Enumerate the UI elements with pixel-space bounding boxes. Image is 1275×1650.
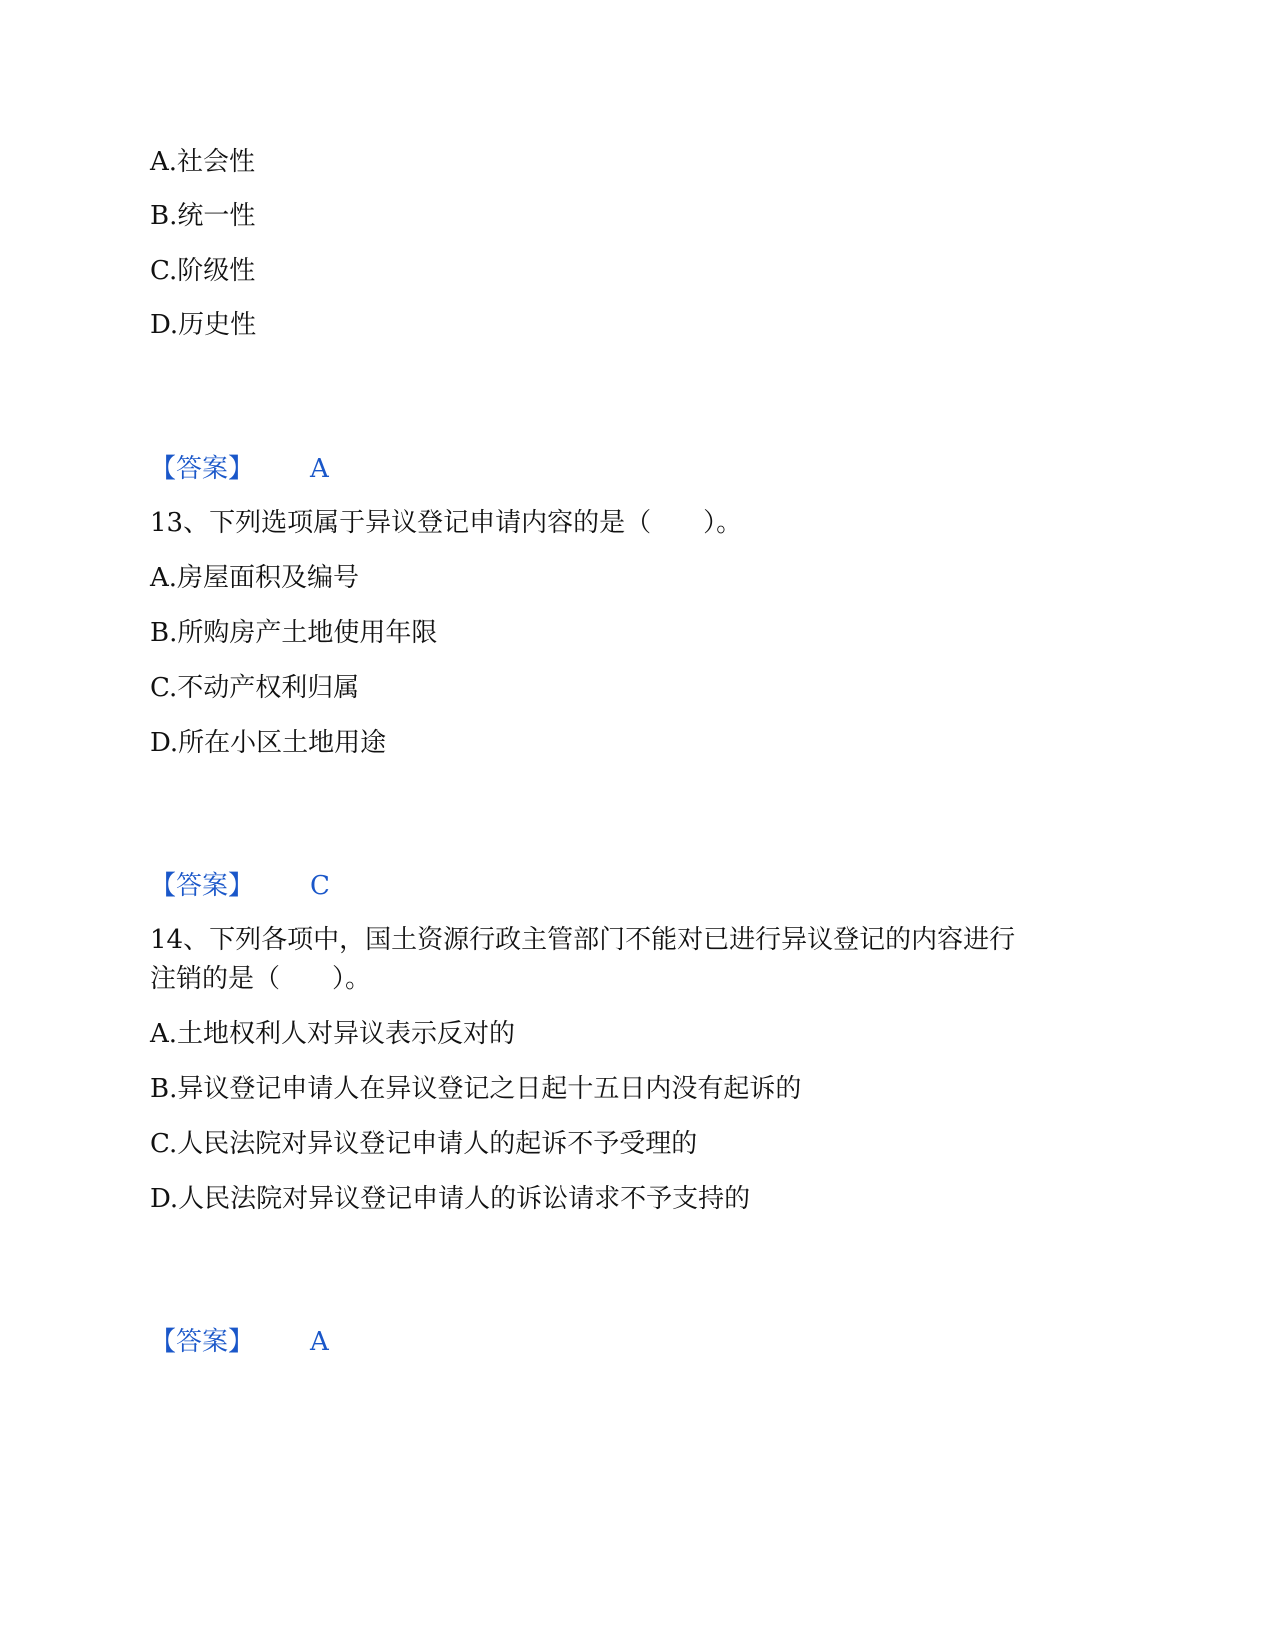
q12-option-b: B.统一性: [150, 201, 256, 231]
q12-option-c: C.阶级性: [150, 256, 256, 286]
answer-label: 【答案】: [150, 1327, 255, 1357]
q13-option-b: B.所购房产土地使用年限: [150, 618, 438, 648]
answer-label: 【答案】: [150, 454, 255, 484]
answer-value: A: [310, 454, 329, 484]
q13-option-d: D.所在小区土地用途: [150, 728, 387, 758]
answer-value: A: [310, 1327, 329, 1357]
q14-option-c: C.人民法院对异议登记申请人的起诉不予受理的: [150, 1129, 698, 1159]
q12-answer: [150, 453, 450, 485]
q12-option-a: A.社会性: [150, 147, 256, 177]
q13-option-c: C.不动产权利归属: [150, 673, 360, 703]
answer-label: 【答案】: [150, 871, 255, 901]
q13-option-a: A.房屋面积及编号: [150, 563, 360, 593]
q14-option-b: B.异议登记申请人在异议登记之日起十五日内没有起诉的: [150, 1074, 802, 1104]
q14-option-a: A.土地权利人对异议表示反对的: [150, 1019, 516, 1049]
q14-question-line1: 14、下列各项中，国土资源行政主管部门不能对已进行异议登记的内容进行: [150, 925, 1016, 955]
q13-answer: [150, 870, 450, 902]
q14-option-d: D.人民法院对异议登记申请人的诉讼请求不予支持的: [150, 1184, 751, 1214]
q13-question: 13、下列选项属于异议登记申请内容的是（ ）。: [150, 508, 743, 538]
q12-option-d: D.历史性: [150, 310, 257, 340]
answer-value: C: [310, 871, 330, 901]
q14-question-line2: 注销的是（ ）。: [150, 964, 372, 994]
q14-answer: [150, 1326, 450, 1358]
